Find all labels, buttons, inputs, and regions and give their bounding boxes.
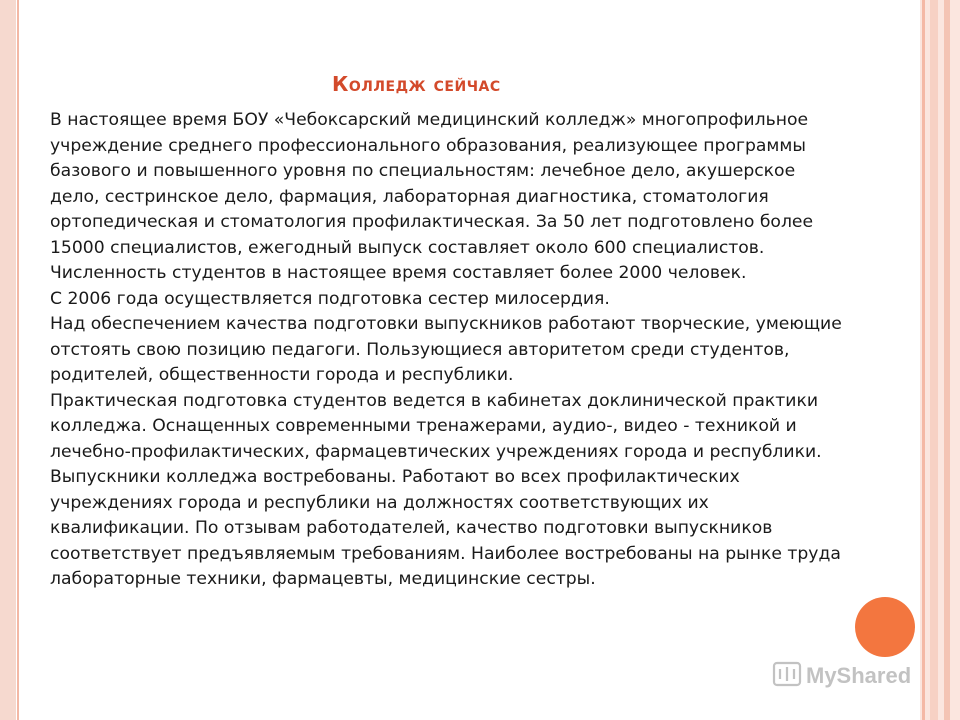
- paragraph-college-overview: В настоящее время БОУ «Чебоксарский медицинский колледж» многопрофильное учреждение среднего профессионального образования, реализующее программы базового и повышенного уровня по специальностям: лечебное дело, акушерское дело, сестринское дело, фармация, лабораторная диагностика, стоматология ортопедическая и стоматология профилактическая. За 50 лет подготовлено более 15000 специалистов, ежегодный выпуск составляет около 600 специалистов. Численность студентов в настоящее время составляет более 2000 человек.: [50, 110, 814, 283]
- myshared-watermark-logo: [768, 655, 928, 695]
- right-frame-line: [922, 0, 925, 720]
- right-frame-stripe-outer: [944, 0, 950, 720]
- watermark-text: MyShared: [806, 663, 912, 688]
- paragraph-sisters-of-mercy: С 2006 года осуществляется подготовка сестер милосердия.: [50, 288, 610, 309]
- myshared-logo-icon: [774, 663, 800, 685]
- right-frame-border: [920, 0, 960, 720]
- paragraph-graduates: Выпускники колледжа востребованы. Работают во всех профилактических учреждениях города и республики на должностях соответствующих их квалификации. По отзывам работодателей, качество подготовки выпускников соответствует предъявляемым требованиям. Наиболее востребованы на рынке труда лабораторные техники, фармацевты, медицинские сестры.: [50, 467, 841, 589]
- slide-title: Колледж сейчас: [332, 72, 501, 96]
- decorative-circle: [855, 597, 915, 657]
- right-frame-stripe: [930, 0, 938, 720]
- paragraph-practical-training: Практическая подготовка студентов ведется в кабинетах доклинической практики колледжа. Оснащенных современными тренажерами, аудио-, видео - техникой и лечебно-профилактических, фармацевтических учреждениях города и республики.: [50, 390, 822, 462]
- left-frame-line: [17, 0, 19, 720]
- left-frame-border: [0, 0, 16, 720]
- paragraph-quality-teachers: Над обеспечением качества подготовки выпускников работают творческие, умеющие отстоять свою позицию педагоги. Пользующиеся авторитетом среди студентов, родителей, общественности города и республики.: [50, 314, 842, 385]
- slide-body: [50, 108, 850, 593]
